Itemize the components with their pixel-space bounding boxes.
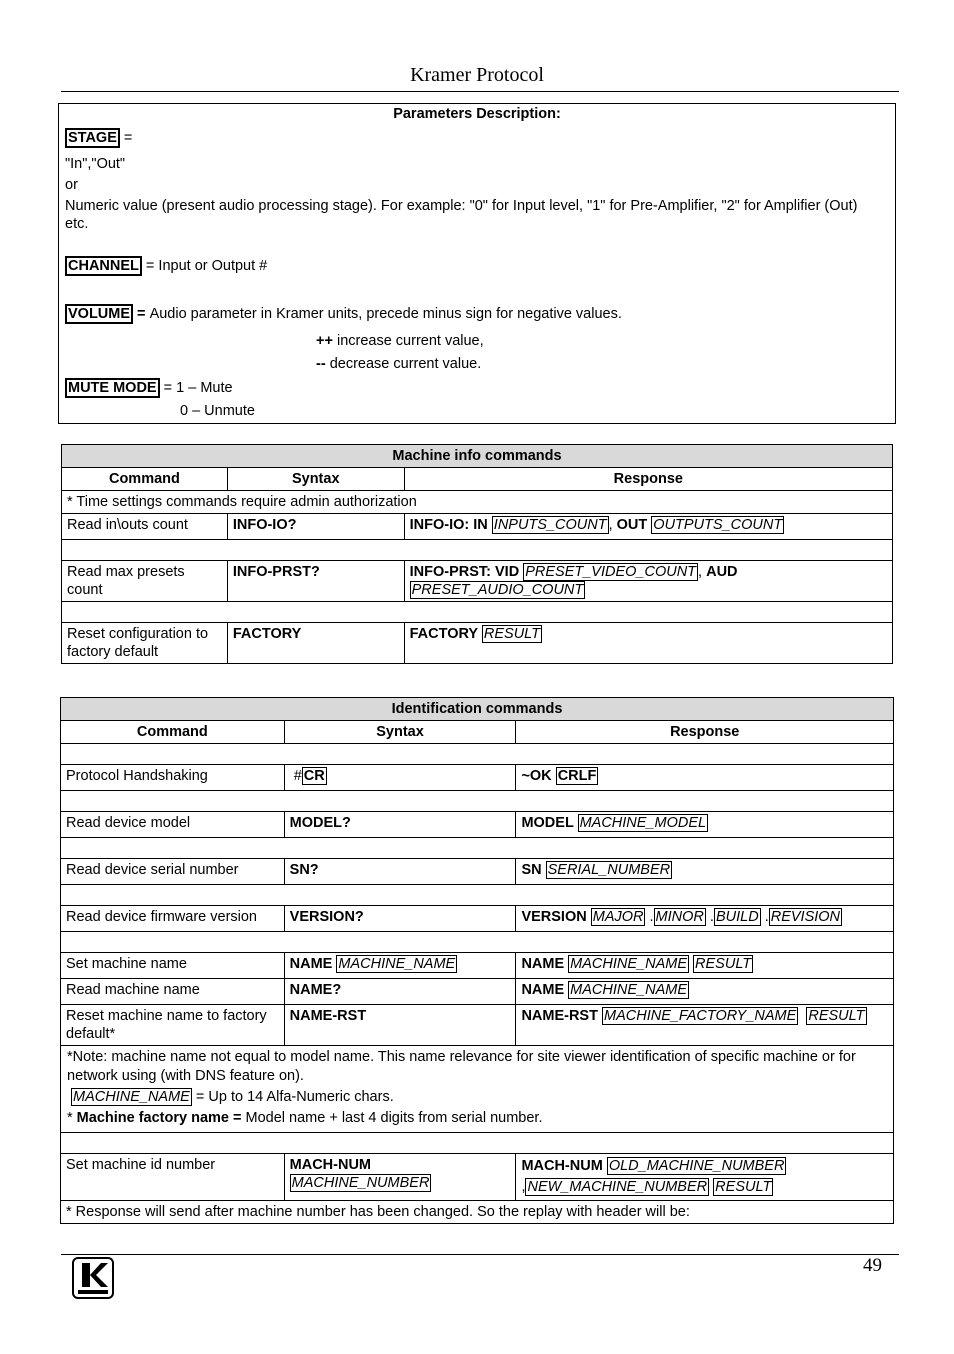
volume-line bbox=[65, 306, 622, 322]
dot-separator: . bbox=[705, 909, 714, 925]
volume-decrease bbox=[316, 356, 481, 372]
separator: , bbox=[698, 564, 707, 580]
command-cell: Read in\outs count bbox=[62, 514, 228, 540]
param-revision: REVISION bbox=[770, 909, 841, 925]
syntax-cell: MODEL? bbox=[284, 812, 516, 838]
factory-name-note bbox=[67, 1109, 887, 1128]
comma-separator: , bbox=[521, 1179, 526, 1195]
syntax-prefix: # bbox=[293, 768, 302, 784]
response-note: * Response will send after machine number has been changed. So the replay with header will be: bbox=[61, 1201, 894, 1224]
machine-info-table bbox=[61, 444, 893, 664]
unmute-desc: 0 – Unmute bbox=[180, 403, 255, 419]
table-row bbox=[61, 1046, 894, 1133]
volume-desc: Audio parameter in Kramer units, precede minus sign for negative values. bbox=[149, 306, 622, 322]
param-old-machine-number: OLD_MACHINE_NUMBER bbox=[608, 1158, 785, 1174]
command-cell: Reset configuration to factory default bbox=[62, 623, 228, 664]
identification-title: Identification commands bbox=[61, 698, 894, 721]
command-cell: Read max presets count bbox=[62, 561, 228, 602]
table-row bbox=[61, 906, 894, 932]
response-cell bbox=[516, 906, 894, 932]
decrease-desc: decrease current value. bbox=[325, 356, 482, 372]
table-row bbox=[61, 859, 894, 885]
spacer-row bbox=[62, 602, 893, 623]
param-machine-model: MACHINE_MODEL bbox=[579, 815, 707, 831]
response-cell bbox=[516, 859, 894, 885]
table-row bbox=[61, 979, 894, 1005]
syntax-cell bbox=[284, 765, 516, 791]
spacer-row bbox=[61, 838, 894, 859]
param-major: MAJOR bbox=[592, 909, 644, 925]
param-machine-name: MACHINE_NAME bbox=[73, 1089, 190, 1105]
param-new-machine-number: NEW_MACHINE_NUMBER bbox=[527, 1179, 708, 1195]
response-keyword: VERSION bbox=[521, 909, 591, 925]
machine-col-command: Command bbox=[62, 468, 228, 491]
page-number: 49 bbox=[863, 1255, 882, 1276]
command-cell: Read device model bbox=[61, 812, 285, 838]
syntax-cell: INFO-IO? bbox=[227, 514, 404, 540]
kramer-logo bbox=[72, 1257, 114, 1299]
response-keyword: FACTORY bbox=[409, 626, 482, 642]
identification-table bbox=[60, 697, 894, 1224]
dot-separator: . bbox=[645, 909, 654, 925]
syntax-cell: SN? bbox=[284, 859, 516, 885]
param-serial-number: SERIAL_NUMBER bbox=[547, 862, 671, 878]
dot-separator: . bbox=[760, 909, 769, 925]
param-inputs-count: INPUTS_COUNT bbox=[493, 517, 607, 533]
command-cell: Protocol Handshaking bbox=[61, 765, 285, 791]
channel-param: CHANNEL bbox=[65, 256, 142, 276]
response-keyword: ~OK bbox=[521, 768, 556, 784]
increase-symbol: ++ bbox=[316, 333, 333, 349]
machine-info-title: Machine info commands bbox=[62, 445, 893, 468]
channel-line bbox=[65, 258, 267, 274]
command-cell: Set machine id number bbox=[61, 1154, 285, 1201]
response-cell bbox=[516, 765, 894, 791]
separator: , bbox=[608, 517, 617, 533]
param-machine-factory-name: MACHINE_FACTORY_NAME bbox=[604, 1008, 797, 1024]
syntax-cell: INFO-PRST? bbox=[227, 561, 404, 602]
spacer-row bbox=[61, 744, 894, 765]
param-build: BUILD bbox=[715, 909, 759, 925]
volume-increase bbox=[316, 333, 484, 349]
spacer-row bbox=[61, 932, 894, 953]
machine-name-limit-text: = Up to 14 Alfa-Numeric chars. bbox=[191, 1089, 394, 1105]
response-keyword: INFO-IO: IN bbox=[409, 517, 492, 533]
response-keyword: SN bbox=[521, 862, 546, 878]
response-keyword: NAME-RST bbox=[521, 1008, 602, 1024]
param-preset-video-count: PRESET_VIDEO_COUNT bbox=[525, 564, 697, 580]
machine-name-note-cell bbox=[61, 1046, 894, 1133]
response-cell bbox=[404, 514, 892, 540]
mute-desc: = 1 – Mute bbox=[159, 380, 233, 396]
response-keyword: INFO-PRST: VID bbox=[409, 564, 524, 580]
syntax-cell bbox=[284, 953, 516, 979]
ident-col-command: Command bbox=[61, 721, 285, 744]
param-machine-number: MACHINE_NUMBER bbox=[291, 1175, 430, 1191]
factory-name-desc: Model name + last 4 digits from serial number. bbox=[241, 1110, 543, 1126]
stage-etc: etc. bbox=[65, 216, 89, 232]
parameters-description-box bbox=[58, 103, 896, 424]
response-keyword: MODEL bbox=[521, 815, 578, 831]
machine-col-syntax: Syntax bbox=[227, 468, 404, 491]
ident-col-response: Response bbox=[516, 721, 894, 744]
stage-param: STAGE bbox=[65, 128, 120, 148]
stage-numeric-desc: Numeric value (present audio processing stage). For example: "0" for Input level, "1" for Pre-Amplifier, "2" for Amplifier (Out) bbox=[65, 198, 858, 214]
note-star: * bbox=[67, 1110, 77, 1126]
header-rule bbox=[61, 91, 899, 92]
table-row bbox=[61, 953, 894, 979]
volume-eq: = bbox=[133, 306, 150, 322]
kramer-k-icon bbox=[74, 1259, 112, 1297]
param-crlf: CRLF bbox=[557, 768, 597, 784]
machine-admin-note: * Time settings commands require admin authorization bbox=[62, 491, 893, 514]
command-cell: Reset machine name to factory default* bbox=[61, 1005, 285, 1046]
table-row bbox=[61, 1201, 894, 1224]
command-cell: Read device serial number bbox=[61, 859, 285, 885]
param-machine-name: MACHINE_NAME bbox=[570, 956, 687, 972]
table-row bbox=[61, 765, 894, 791]
parameters-title: Parameters Description: bbox=[393, 106, 561, 122]
command-cell: Set machine name bbox=[61, 953, 285, 979]
param-result: RESULT bbox=[483, 626, 541, 642]
command-cell: Read device firmware version bbox=[61, 906, 285, 932]
syntax-cell: FACTORY bbox=[227, 623, 404, 664]
syntax-keyword: MACH-NUM bbox=[289, 1157, 371, 1173]
param-machine-name: MACHINE_NAME bbox=[570, 982, 687, 998]
param-preset-audio-count: PRESET_AUDIO_COUNT bbox=[411, 582, 584, 598]
table-row bbox=[61, 1005, 894, 1046]
syntax-cell: NAME-RST bbox=[284, 1005, 516, 1046]
stage-values: "In","Out" bbox=[65, 156, 126, 172]
syntax-keyword: NAME bbox=[289, 956, 337, 972]
table-row bbox=[62, 561, 893, 602]
response-keyword: AUD bbox=[706, 564, 738, 580]
response-cell bbox=[516, 812, 894, 838]
param-minor: MINOR bbox=[655, 909, 704, 925]
response-cell bbox=[516, 979, 894, 1005]
param-machine-name: MACHINE_NAME bbox=[338, 956, 456, 972]
increase-desc: increase current value, bbox=[332, 333, 484, 349]
response-cell bbox=[404, 623, 892, 664]
param-result: RESULT bbox=[695, 956, 752, 972]
spacer-row bbox=[62, 540, 893, 561]
stage-line bbox=[65, 130, 132, 146]
footer-rule bbox=[61, 1254, 899, 1255]
response-keyword: NAME bbox=[521, 982, 569, 998]
param-outputs-count: OUTPUTS_COUNT bbox=[653, 517, 783, 533]
decrease-symbol: -- bbox=[316, 356, 326, 372]
spacer-row bbox=[61, 885, 894, 906]
param-result: RESULT bbox=[808, 1008, 865, 1024]
syntax-cell: NAME? bbox=[284, 979, 516, 1005]
table-row bbox=[62, 514, 893, 540]
mute-mode-param: MUTE MODE bbox=[65, 378, 160, 398]
mute-mode-line bbox=[65, 380, 233, 396]
page-header-title: Kramer Protocol bbox=[410, 64, 544, 86]
table-row bbox=[62, 623, 893, 664]
spacer-row bbox=[61, 1133, 894, 1154]
response-keyword: OUT bbox=[616, 517, 652, 533]
stage-eq: = bbox=[119, 130, 133, 146]
stage-or: or bbox=[65, 177, 78, 193]
volume-param: VOLUME bbox=[65, 304, 133, 324]
param-result: RESULT bbox=[715, 1179, 772, 1195]
channel-desc: = Input or Output # bbox=[141, 258, 268, 274]
response-cell bbox=[516, 1005, 894, 1046]
response-cell bbox=[516, 953, 894, 979]
table-row bbox=[61, 812, 894, 838]
response-keyword: NAME bbox=[521, 956, 569, 972]
machine-col-response: Response bbox=[404, 468, 892, 491]
machine-name-limit bbox=[67, 1088, 887, 1107]
syntax-cell: VERSION? bbox=[284, 906, 516, 932]
command-cell: Read machine name bbox=[61, 979, 285, 1005]
table-row bbox=[61, 1154, 894, 1201]
machine-name-note: *Note: machine name not equal to model name. This name relevance for site viewer identification of specific machine or for network using (with DNS feature on). bbox=[67, 1049, 856, 1084]
response-cell bbox=[516, 1154, 894, 1201]
factory-name-label: Machine factory name = bbox=[76, 1110, 242, 1126]
response-cell bbox=[404, 561, 892, 602]
syntax-cell bbox=[284, 1154, 516, 1201]
ident-col-syntax: Syntax bbox=[284, 721, 516, 744]
spacer-row bbox=[61, 791, 894, 812]
response-keyword: MACH-NUM bbox=[521, 1158, 607, 1174]
param-cr: CR bbox=[303, 768, 325, 784]
